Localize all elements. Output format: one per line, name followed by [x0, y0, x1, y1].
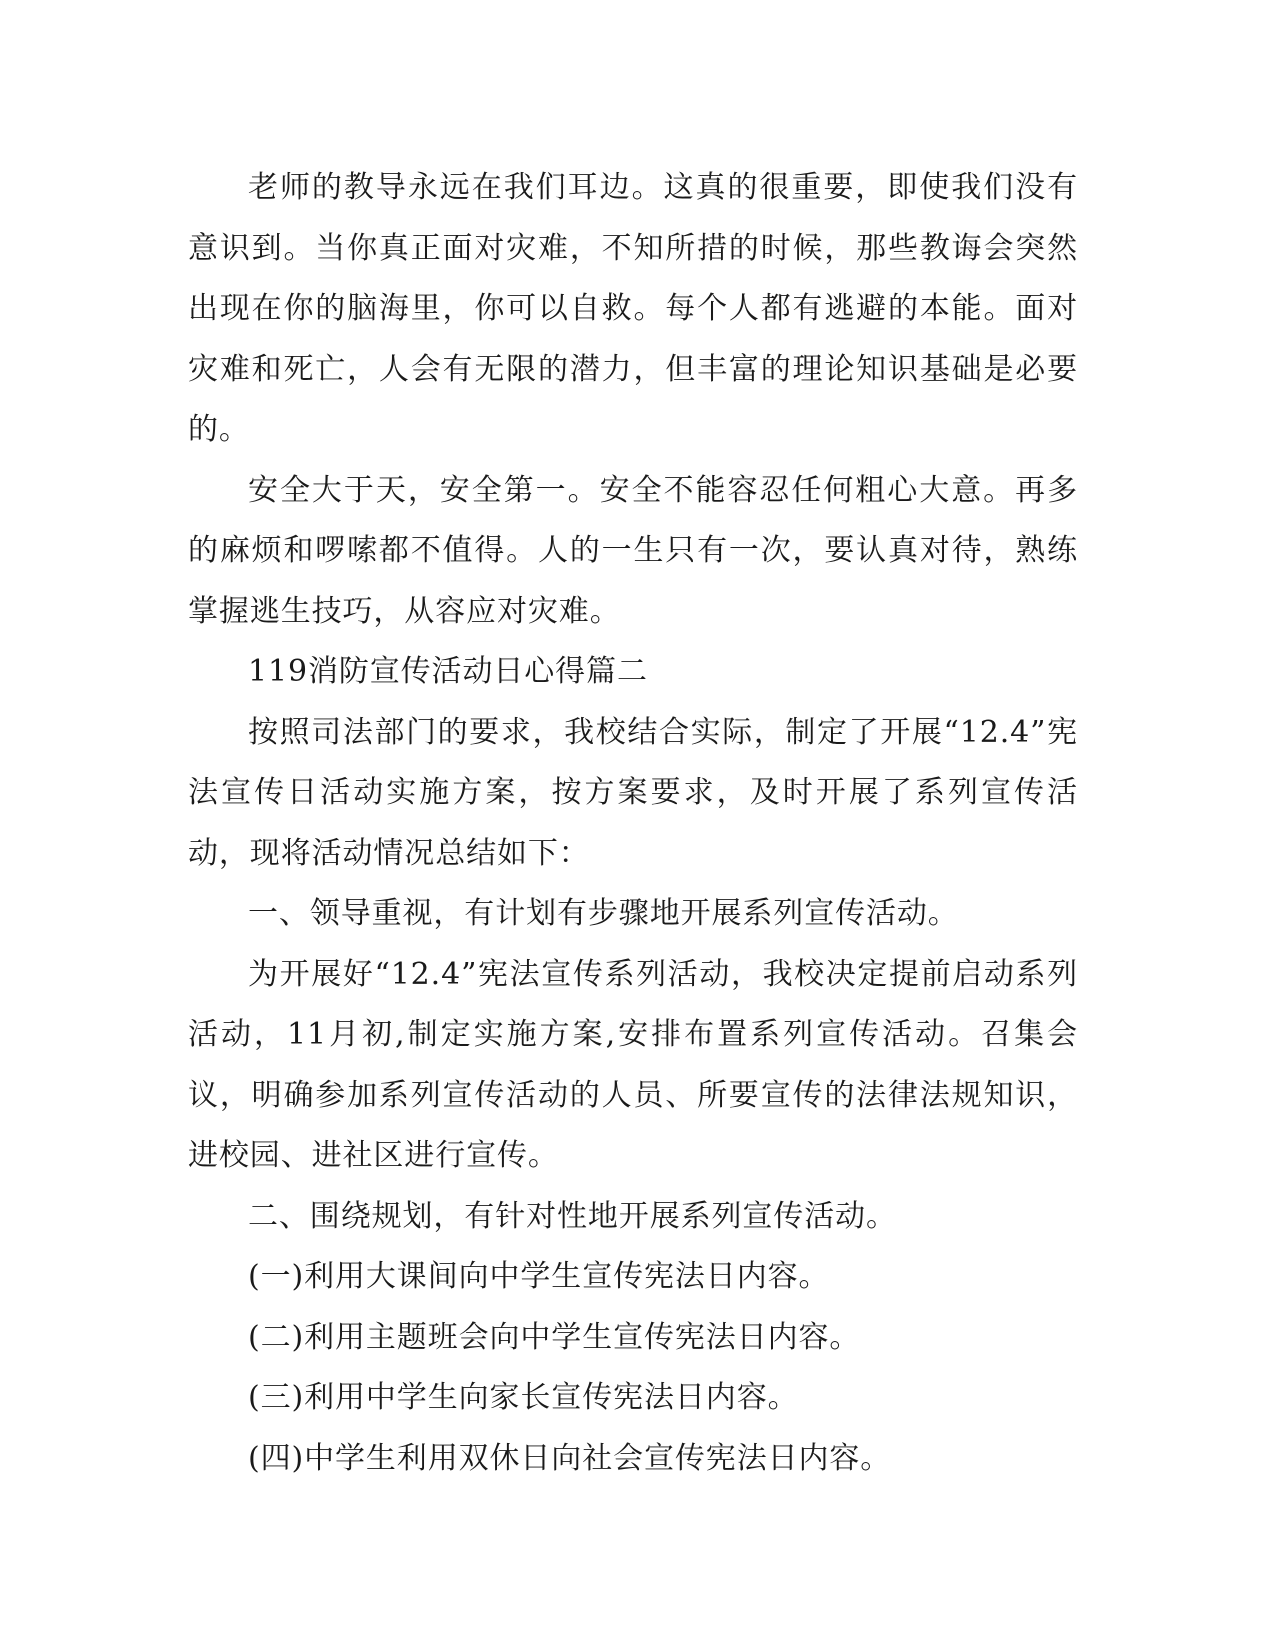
list-item-1: (一)利用大课间向中学生宣传宪法日内容。 [248, 1259, 830, 1294]
paragraph-intro-plan: 按照司法部门的要求，我校结合实际，制定了开展“12.4”宪法宣传日活动实施方案，按方案要求，及时开展了系列宣传活动，现将活动情况总结如下： [188, 714, 1078, 871]
list-item-3: (三)利用中学生向家长宣传宪法日内容。 [248, 1380, 799, 1415]
list-item-4: (四)中学生利用双休日向社会宣传宪法日内容。 [248, 1440, 892, 1476]
paragraph-point-one-detail: 为开展好“12.4”宪法宣传系列活动，我校决定提前启动系列活动，11月初,制定实施方案,安排布置系列宣传活动。召集会议，明确参加系列宣传活动的人员、所要宣传的法律法规知识，进校园、进社区进行宣传。 [188, 956, 1078, 1173]
paragraph-point-two: 二、围绕规划，有针对性地开展系列宣传活动。 [248, 1198, 897, 1234]
paragraph-teacher-guidance: 老师的教导永远在我们耳边。这真的很重要，即使我们没有意识到。当你真正面对灾难，不知所措的时候，那些教诲会突然出现在你的脑海里，你可以自救。每个人都有逃避的本能。面对灾难和死亡，人会有无限的潜力，但丰富的理论知识基础是必要的。 [188, 170, 1078, 447]
section-heading-part-two: 119消防宣传活动日心得篇二 [248, 654, 648, 689]
document-body [188, 158, 1078, 1489]
paragraph-safety-first: 安全大于天，安全第一。安全不能容忍任何粗心大意。再多的麻烦和啰嗦都不值得。人的一生只有一次，要认真对待，熟练掌握逃生技巧，从容应对灾难。 [188, 472, 1078, 629]
paragraph-point-one: 一、领导重视，有计划有步骤地开展系列宣传活动。 [248, 896, 959, 931]
list-item-2: (二)利用主题班会向中学生宣传宪法日内容。 [248, 1319, 861, 1355]
